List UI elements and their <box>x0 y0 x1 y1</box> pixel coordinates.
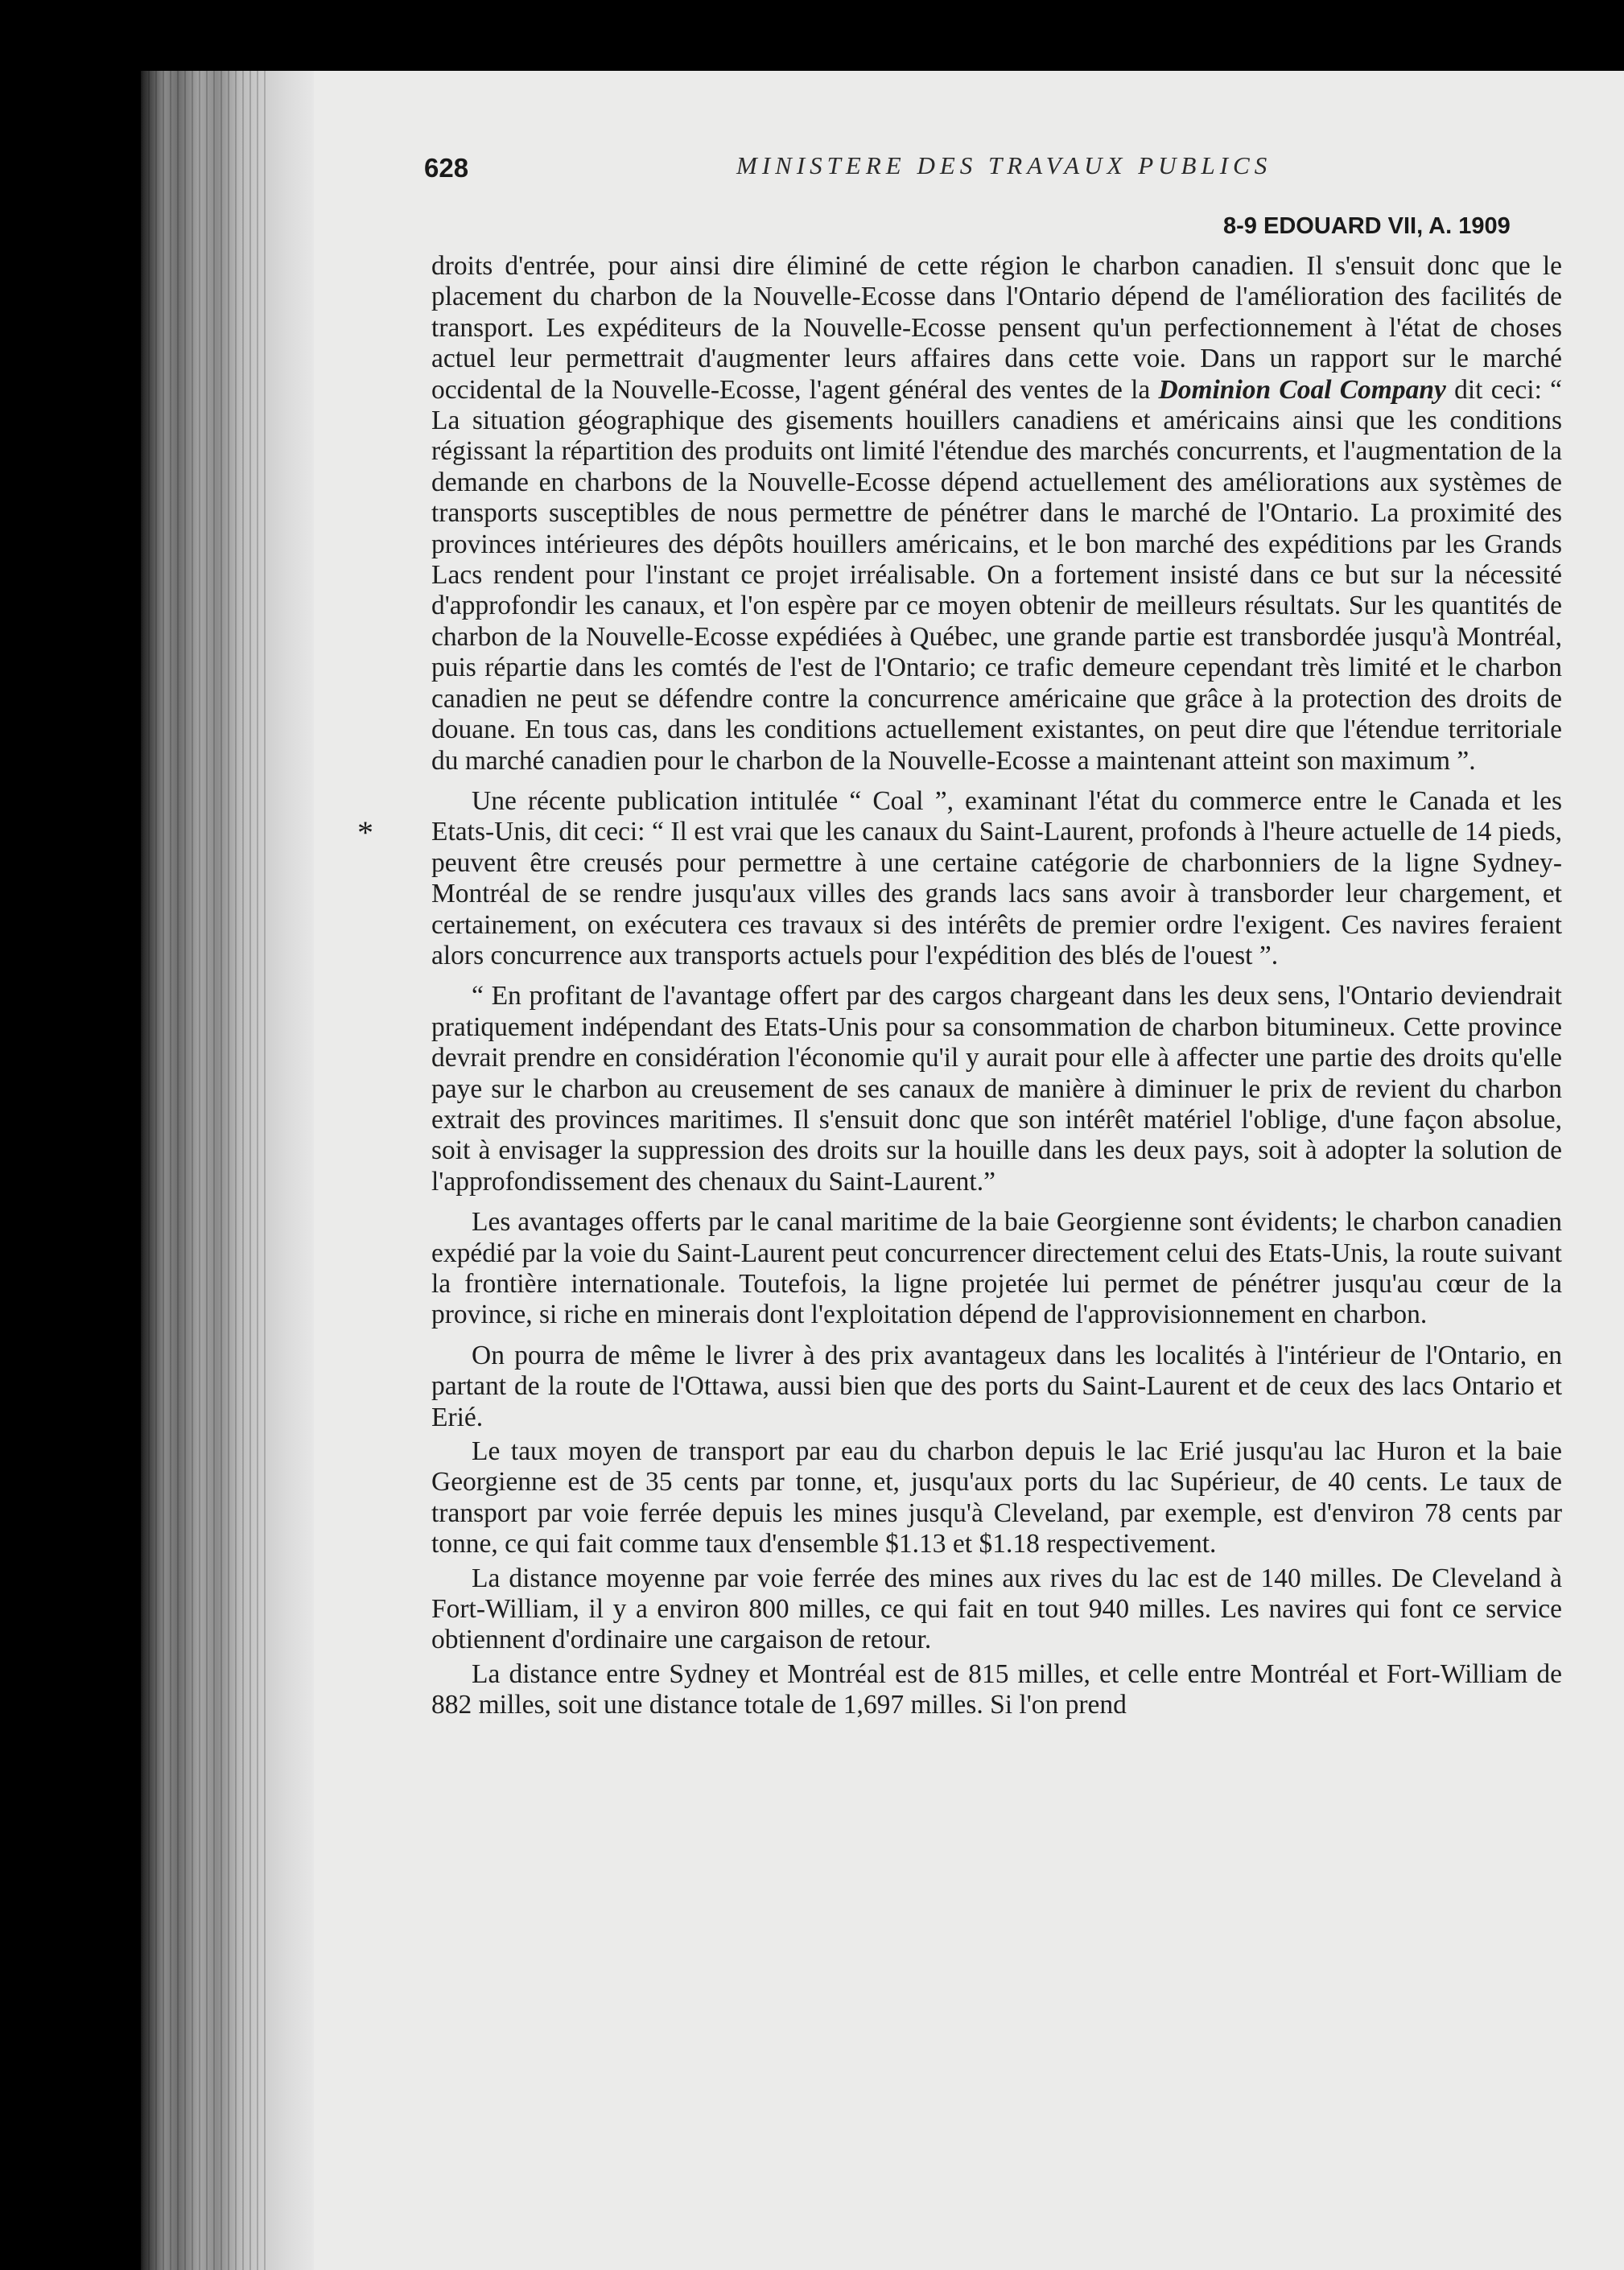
paragraph-2: Une récente publication intitulée “ Coal ”, examinant l'état du commerce entre le Canada et les Etats-Unis, dit ceci: “ Il est vrai que les canaux du Saint-Laurent, profonds à l'heure actuelle de 14 pieds, peuvent être creusés pour permettre à une certaine catégorie de charbonniers de la ligne Sydney-Montréal de se rendre jusqu'aux villes des grands lacs sans avoir à transborder leur chargement, et certainement, on exécutera ces travaux si des intérêts de premier ordre l'exigent. Ces navires feraient alors concurrence aux transports actuels pour l'expédition des blés de l'ouest ”. <box>431 785 1562 970</box>
paragraph-8: La distance entre Sydney et Montréal est de 815 milles, et celle entre Montréal et Fort-William de 882 milles, soit une distance totale de 1,697 milles. Si l'on prend <box>431 1658 1562 1720</box>
body-text <box>431 251 1562 1721</box>
running-title: MINISTERE DES TRAVAUX PUBLICS <box>736 151 1272 179</box>
paragraph-6: Le taux moyen de transport par eau du charbon depuis le lac Erié jusqu'au lac Huron et la baie Georgienne est de 35 cents par tonne, et, jusqu'aux ports du lac Supérieur, de 40 cents. Le taux de transport par voie ferrée depuis les mines jusqu'à Cleveland, par exemple, est d'environ 78 cents par tonne, ce qui fait comme taux d'ensemble $1.13 et $1.18 respectivement. <box>431 1436 1562 1559</box>
paragraph-3: “ En profitant de l'avantage offert par des cargos chargeant dans les deux sens, l'Ontario deviendrait pratiquement indépendant des Etats-Unis pour sa consommation de charbon bitumineux. Cette province devrait prendre en considération l'économie qu'il y aurait pour elle à affecter une partie des droits qu'elle paye sur le charbon au creusement de ses canaux de manière à diminuer le prix de revient du charbon extrait des provinces maritimes. Il s'ensuit donc que son intérêt matériel l'oblige, d'une façon absolue, soit à envisager la suppression des droits sur la houille dans les deux pays, soit à adopter la solution de l'approfondissement des chenaux du Saint-Laurent.” <box>431 981 1562 1197</box>
paragraph-5: On pourra de même le livrer à des prix avantageux dans les localités à l'intérieur de l'Ontario, en partant de la route de l'Ottawa, aussi bien que des ports du Saint-Laurent et de ceux des lacs Ontario et Erié. <box>431 1340 1562 1432</box>
margin-mark: * <box>357 814 373 851</box>
paragraph-1-part-b: dit ceci: “ La situation géographique des gisements houillers canadiens et américains ainsi que les conditions régissant la répartition des produits ont limité l'étendue des marchés concurrents, et l'augmentation de la demande en charbons de la Nouvelle-Ecosse dépend actuellement des améliorations aux systèmes de transports susceptibles de nous permettre de pénétrer dans le marché de l'Ontario. La proximité des provinces intérieures des dépôts houillers américains, et le bon marché des expéditions par les Grands Lacs rendent pour l'instant ce projet irréalisable. On a fortement insisté dans ce but sur la nécessité d'approfondir les canaux, et l'on espère par ce moyen obtenir de meilleurs résultats. Sur les quantités de charbon de la Nouvelle-Ecosse expédiées à Québec, une grande partie est transbordée jusqu'à Montréal, puis répartie dans les comtés de l'est de l'Ontario; ce trafic demeure cependant très limité et le charbon canadien ne peut se défendre contre la concurrence américaine que grâce à la protection des droits de douane. En tous cas, dans les conditions actuellement existantes, on peut dire que l'étendue territoriale du marché canadien pour le charbon de la Nouvelle-Ecosse a maintenant atteint son maximum ”. <box>431 374 1563 776</box>
company-name: Dominion Coal Company <box>1158 374 1446 405</box>
paragraph-4: Les avantages offerts par le canal maritime de la baie Georgienne sont évidents; le charbon canadien expédié par la voie du Saint-Laurent peut concurrencer directement celui des Etats-Unis, la route suivant la frontière internationale. Toutefois, la ligne projetée lui permet de pénétrer jusqu'au cœur de la province, si riche en minerais dont l'exploitation dépend de l'approvisionnement en charbon. <box>431 1207 1562 1330</box>
paragraph-1 <box>431 251 1562 777</box>
paragraph-1-part-a: droits d'entrée, pour ainsi dire éliminé de cette région le charbon canadien. Il s'ensuit donc que le placement du charbon de la Nouvelle-Ecosse dans l'Ontario dépend de l'amélioration des facilités de transport. Les expéditeurs de la Nouvelle-Ecosse pensent qu'un perfectionnement à l'état de choses actuel leur permettrait d'augmenter leurs affaires dans cette voie. Dans un rapport sur le marché occidental de la Nouvelle-Ecosse, l'agent général des ventes de la <box>431 251 1562 405</box>
session-label: 8-9 EDOUARD VII, A. 1909 <box>1223 213 1511 239</box>
book-binding-edge <box>141 71 270 2270</box>
paragraph-7: La distance moyenne par voie ferrée des mines aux rives du lac est de 140 milles. De Cleveland à Fort-William, il y a environ 800 milles, ce qui fait en tout 940 milles. Les navires qui font ce service obtiennent d'ordinaire une cargaison de retour. <box>431 1563 1562 1655</box>
page-number: 628 <box>424 153 469 183</box>
